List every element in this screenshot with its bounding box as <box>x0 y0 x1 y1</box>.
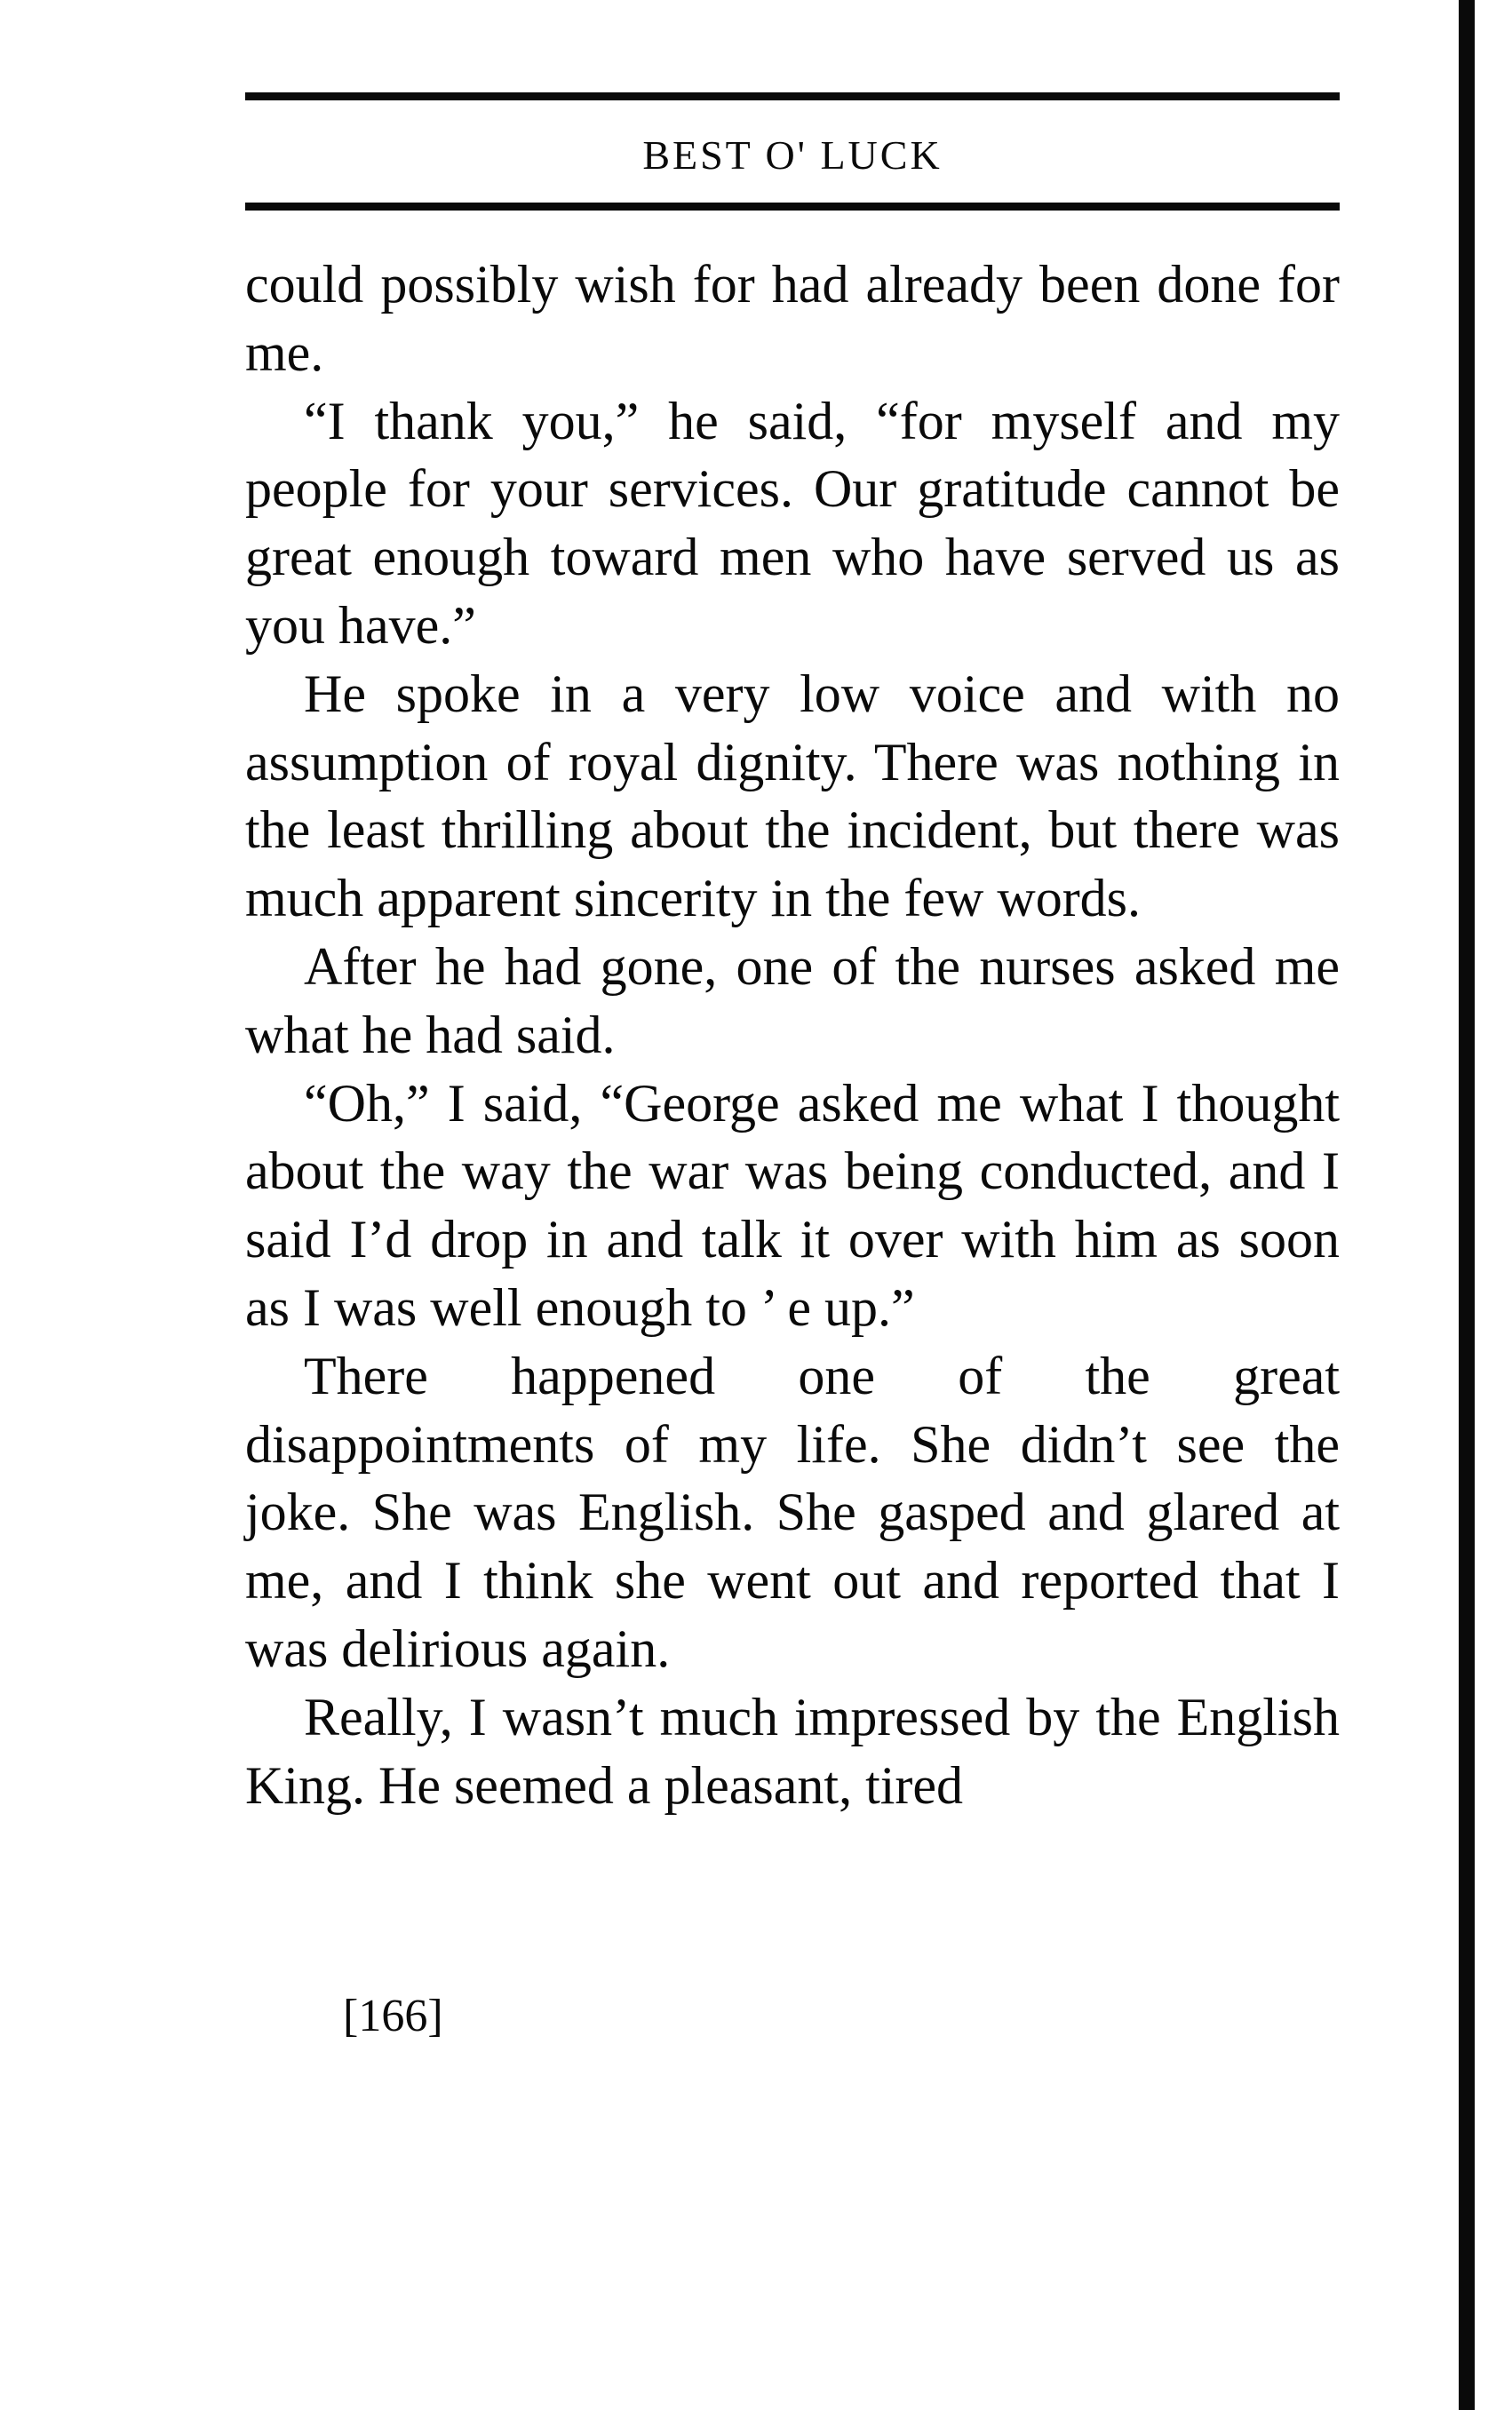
header-rule-bottom <box>245 203 1340 211</box>
page-edge-border <box>1459 0 1475 2410</box>
paragraph-low-voice: He spoke in a very low voice and with no assumption of royal dignity. There was nothing in the least thrilling about the incident, but there was much apparent sincerity in the few words. <box>245 664 1340 928</box>
body-text <box>245 251 1340 1819</box>
running-head: BEST O' LUCK <box>642 132 943 178</box>
header-rule-top <box>245 92 1340 100</box>
paragraph-not-impressed: Really, I wasn’t much impressed by the English King. He seemed a pleasant, tired <box>245 1687 1340 1815</box>
paragraph-george-joke: “Oh,” I said, “George asked me what I thought about the way the war was being conducted, and I said I’d drop in and talk it over with him as soon as I was well enough to ’ e up.” <box>245 1073 1340 1337</box>
paragraph-disappointment: There happened one of the great disappointments of my life. She didn’t see the joke. She was English. She gasped and glared at me, and I think she went out and reported that I was delirious again. <box>245 1346 1340 1678</box>
paragraph-continued: could possibly wish for had already been done for me. <box>245 255 1340 382</box>
paragraph-king-thanks: “I thank you,” he said, “for myself and my people for your services. Our gratitude cannot be great enough toward men who have served us as you have.” <box>245 391 1340 655</box>
page-number: [166] <box>343 1991 443 2041</box>
paragraph-nurse-asked: After he had gone, one of the nurses asked me what he had said. <box>245 936 1340 1064</box>
